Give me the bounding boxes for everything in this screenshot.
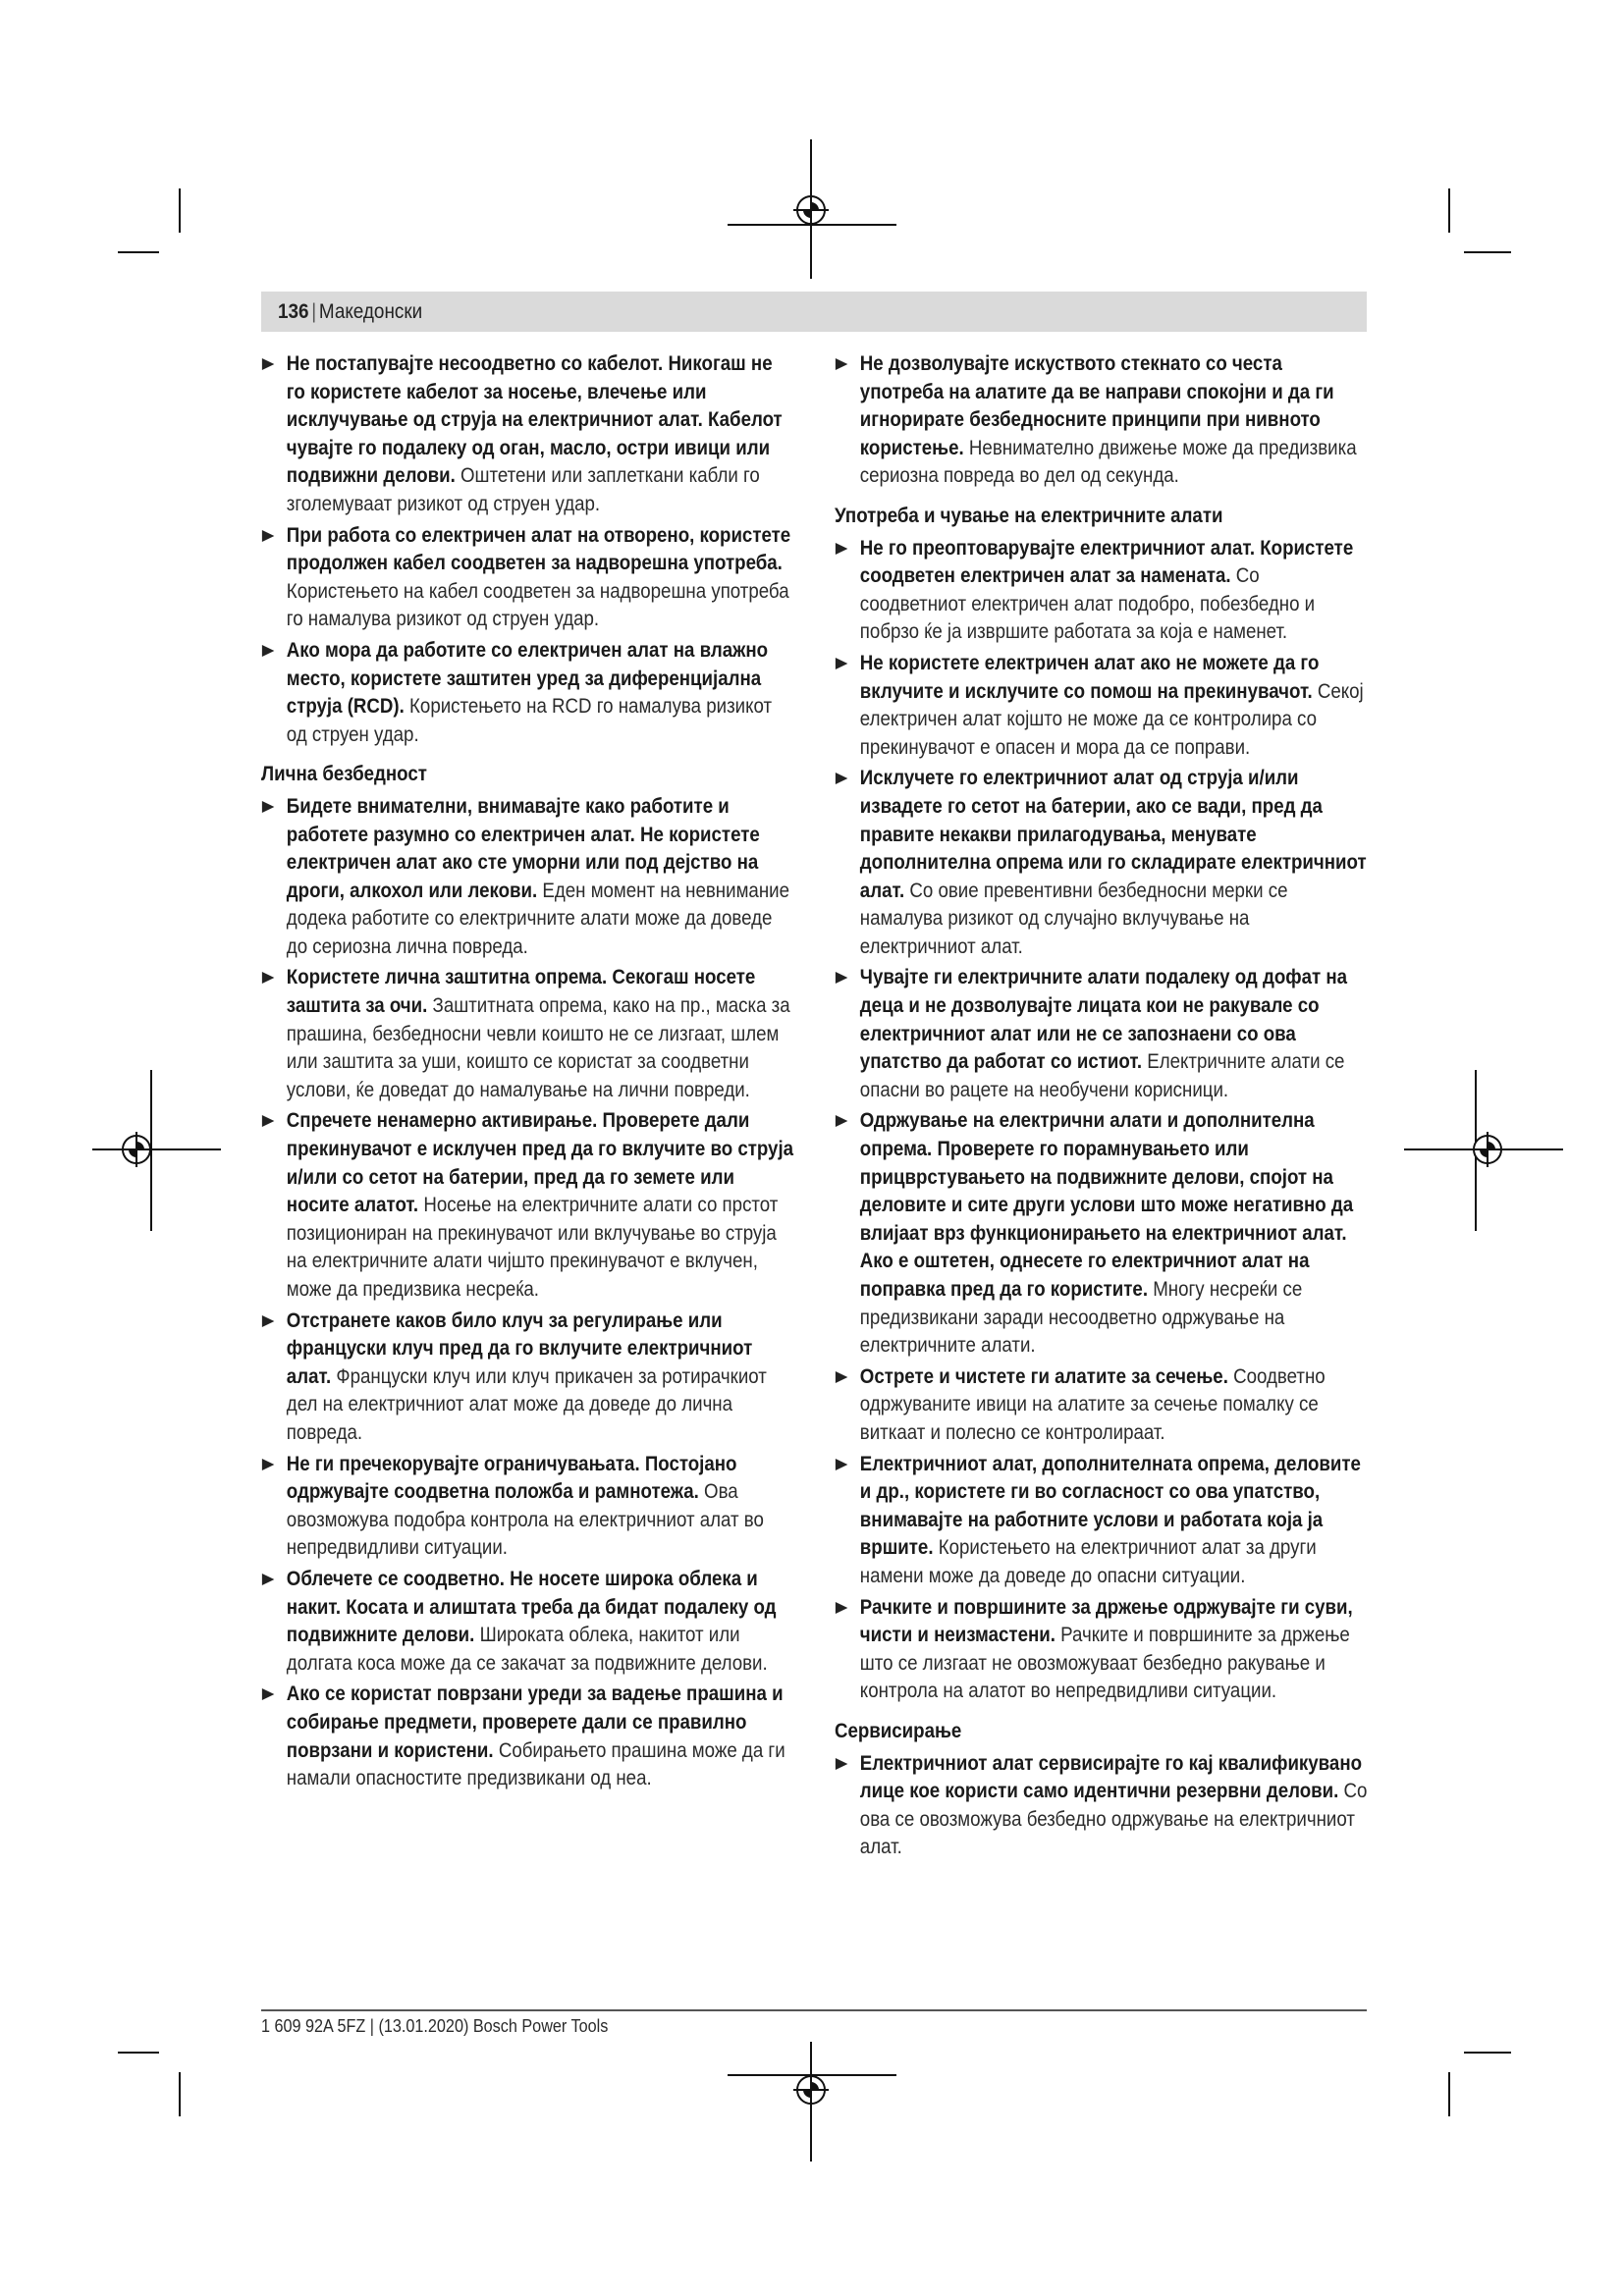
bullet-triangle-icon [836, 1115, 847, 1127]
safety-explanation: Електричните алати се опасни во рацете на необучени корисници. [859, 1050, 1345, 1101]
safety-warning: Бидете внимателни, внимавајте како работите и работете разумно со електричен алат. Не користете електричен алат ако сте уморни или под дејство на дроги, алкохол или лекови. [286, 794, 760, 902]
safety-explanation: Носење на електричните алати со прстот позициониран на прекинувачот или вклучување во струја на електричните алати чијшто прекинувачот е вклучен, може да предизвика несреќа. [286, 1194, 779, 1301]
safety-explanation: Рачките и површините за држење што се лизгаат не овозможуваат безбедно ракување и контрола на алатот во непредвидливи ситуации. [859, 1624, 1350, 1703]
safety-item [835, 1594, 1370, 1706]
safety-explanation: Оштетени или заплеткани кабли го зголемуваат ризикот од струен удар. [286, 464, 760, 515]
bullet-triangle-icon [836, 1602, 847, 1614]
bullet-triangle-icon [262, 1459, 274, 1470]
bullet-triangle-icon [262, 1574, 274, 1585]
registration-target-top-icon [793, 192, 829, 228]
page-header [278, 299, 422, 324]
safety-item [835, 350, 1370, 491]
safety-item [835, 964, 1370, 1104]
safety-item [261, 1566, 796, 1678]
bullet-triangle-icon [836, 972, 847, 984]
safety-item [835, 1107, 1370, 1360]
bullet-triangle-icon [262, 358, 274, 370]
section-heading-tool-use-and-care: Употреба и чување на електричните алати [835, 504, 1223, 527]
safety-item [261, 964, 796, 1104]
safety-warning: Острете и чистете ги алатите за сечење. [859, 1364, 1228, 1388]
safety-warning: Не дозволувајте искуството стекнато со честа употреба на алатите да ве направи спокојни и да ги игнорирате безбедносните принципи при нивното користење. [859, 352, 1334, 459]
section-heading-service: Сервисирање [835, 1719, 962, 1742]
safety-explanation: Со овие превентивни безбедносни мерки се намалува ризикот од случајно вклучување на електричниот алат. [859, 879, 1288, 958]
right-column [835, 350, 1370, 1865]
registration-target-right-icon [1470, 1132, 1505, 1167]
safety-warning: Користете лична заштитна опрема. Секогаш носете заштита за очи. [286, 966, 756, 1018]
bullet-triangle-icon [262, 1315, 274, 1327]
bullet-triangle-icon [836, 358, 847, 370]
header-separator: | [311, 300, 317, 323]
safety-warning: Ако се користат поврзани уреди за вадење прашина и собирање предмети, проверете дали се правилно поврзани и користени. [286, 1682, 784, 1762]
registration-target-left-icon [119, 1132, 154, 1167]
safety-explanation: Користењето на електричниот алат за други намени може да доведе до опасни ситуации. [859, 1536, 1317, 1587]
bullet-triangle-icon [262, 801, 274, 813]
safety-explanation: Собирањето прашина може да ги намали опасностите предизвикани од неа. [286, 1738, 785, 1790]
safety-explanation: Широката облека, накитот или долгата коса може да се закачат за подвижните делови. [286, 1624, 768, 1675]
safety-item [261, 1681, 796, 1792]
safety-explanation: Со ова се овозможува безбедно одржување на електричниот алат. [859, 1780, 1368, 1859]
footer-divider [261, 2009, 1367, 2011]
section-heading-personal-safety: Лична безбедност [261, 763, 427, 786]
safety-item [261, 350, 796, 519]
safety-warning: Исклучете го електричниот алат од струја и/или извадете го сетот на батерии, ако се вади, пред да правите некакви прилагодувања, менувате дополнителна опрема или го складирате електричниот алат. [859, 767, 1367, 902]
page-number: 136 [278, 300, 309, 323]
bullet-triangle-icon [836, 1459, 847, 1470]
page-language: Македонски [318, 300, 423, 323]
bullet-triangle-icon [262, 1115, 274, 1127]
safety-warning: Отстранете каков било клуч за регулирање или француски клуч пред да го вклучите електричниот алат. [286, 1308, 753, 1388]
bullet-triangle-icon [262, 530, 274, 542]
safety-item [261, 793, 796, 962]
safety-item [835, 1363, 1370, 1448]
page-header-bar [261, 292, 1367, 332]
safety-warning: Електричниот алат сервисирајте го кај квалификувано лице кое користи само идентични резервни делови. [859, 1751, 1363, 1803]
safety-warning: Ако мора да работите со електричен алат на влажно место, користете заштитен уред за диференцијална струја (RCD). [286, 638, 769, 719]
safety-item [835, 1451, 1370, 1591]
safety-warning: Чувајте ги електричните алати подалеку од дофат на деца и не дозволувајте лицата кои не ракувале со електричниот алат или не се запознаени со ова упатство да работат со истиот. [859, 966, 1348, 1074]
safety-explanation: Француски клуч или клуч прикачен за ротирачкиот дел на електричниот алат може да доведе до лична повреда. [286, 1364, 767, 1444]
safety-explanation: Користењето на кабел соодветен за надворешна употреба го намалува ризикот од струен удар. [286, 579, 789, 631]
safety-explanation: Со соодветниот електричен алат подобро, побезбедно и побрзо ќе ја извршите работата за која е наменет. [859, 564, 1316, 644]
safety-item [835, 650, 1370, 762]
bullet-triangle-icon [262, 972, 274, 984]
safety-item [261, 1451, 796, 1563]
bullet-triangle-icon [836, 773, 847, 784]
safety-item [261, 522, 796, 634]
safety-item [835, 535, 1370, 647]
safety-warning: Не користете електричен алат ако не можете да го вклучите и исклучите со помош на прекинувачот. [859, 651, 1320, 703]
safety-item [835, 765, 1370, 961]
safety-warning: Рачките и површините за држење одржувајте ги суви, чисти и неизмастени. [859, 1595, 1353, 1647]
safety-explanation: Многу несреќи се предизвикани заради несоодветно одржување на електричните алати. [859, 1278, 1303, 1358]
safety-explanation: Еден момент на невнимание додека работите со електричните алати може да доведе до сериозна лична повреда. [286, 879, 789, 958]
safety-explanation: Секој електричен алат којшто не може да се контролира со прекинувачот е опасен и мора да се поправи. [859, 679, 1364, 759]
bullet-triangle-icon [262, 645, 274, 657]
safety-item [835, 1750, 1370, 1862]
bullet-triangle-icon [836, 543, 847, 555]
safety-item [261, 637, 796, 749]
safety-explanation: Ова овозможува подобра контрола на електричниот алат во непредвидливи ситуации. [286, 1480, 764, 1560]
safety-explanation: Користењето на RCD го намалува ризикот од струен удар. [286, 695, 773, 746]
safety-warning: Не го преоптоварувајте електричниот алат. Користете соодветен електричен алат за намената. [859, 536, 1354, 588]
safety-warning: Облечете се соодветно. Не носете широка облека и накит. Косата и алиштата треба да бидат подалеку од подвижните делови. [286, 1567, 777, 1647]
safety-explanation: Невнимателно движење може да предизвика сериозна повреда во дел од секунда. [859, 436, 1357, 488]
safety-warning: При работа со електричен алат на отворено, користете продолжен кабел соодветен за надворешна употреба. [286, 523, 791, 575]
safety-explanation: Заштитната опрема, како на пр., маска за прашина, безбедносни чевли коишто не се лизгаат, шлем или заштита за уши, коишто се користат за соодветни услови, ќе доведат до намалување на лични повреди. [286, 994, 790, 1101]
safety-warning: Одржување на електрични алати и дополнителна опрема. Проверете го порамнувањето или прицврстувањето на подвижните делови, спојот на деловите и сите други услови што може негативно да влијаат врз функционирањето на електричниот алат. Ако е оштетен, однесете го електричниот алат на поправка пред да го користите. [859, 1109, 1354, 1301]
bullet-triangle-icon [836, 1758, 847, 1770]
safety-warning: Не ги пречекорувајте ограничувањата. Постојано одржувајте соодветна положба и рамнотежа. [286, 1452, 737, 1504]
safety-warning: Спречете ненамерно активирање. Проверете дали прекинувачот е исклучен пред да го вклучите во струја и/или со сетот на батерии, пред да го земете или носите алатот. [286, 1109, 794, 1217]
safety-item [261, 1107, 796, 1304]
left-column [261, 350, 796, 1796]
bullet-triangle-icon [836, 658, 847, 669]
safety-warning: Електричниот алат, дополнителната опрема, деловите и др., користете ги во согласност со ова упатство, внимавајте на работните услови и работата која ја вршите. [859, 1452, 1361, 1560]
registration-target-bottom-icon [793, 2072, 829, 2108]
safety-warning: Не постапувајте несоодветно со кабелот. Никогаш не го користете кабелот за носење, влечење или исклучување од струја на електричниот алат. Кабелот чувајте го подалеку од оган, масло, остри ивици или подвижни делови. [286, 352, 783, 488]
safety-item [261, 1308, 796, 1448]
bullet-triangle-icon [836, 1371, 847, 1383]
bullet-triangle-icon [262, 1688, 274, 1700]
footer-document-info: 1 609 92A 5FZ | (13.01.2020) Bosch Power Tools [261, 2016, 609, 2036]
safety-explanation: Соодветно одржуваните ивици на алатите за сечење помалку се виткаат и полесно се контролираат. [859, 1364, 1326, 1444]
